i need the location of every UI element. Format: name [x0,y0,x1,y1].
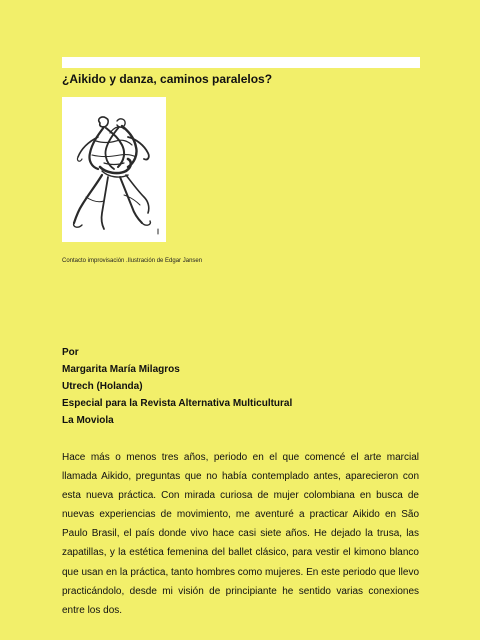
header-bar [62,57,420,68]
illustration [62,97,166,242]
article-body: Hace más o menos tres años, periodo en el que comencé el arte marcial llamada Aikido, preguntas que no había contemplado antes, aparecieron con esta nueva práctica. Con mirada curiosa de mujer colombiana en busca de nuevas experiencias de movimiento, me aventuré a practicar Aikido en São Paulo Brasil, el país donde vivo hace casi siete años. He dejado la trusa, las zapatillas, y la estética femenina del ballet clásico, para vestir el kimono blanco que usan en la práctica, tanto hombres como mujeres. En este periodo que llevo practicándolo, desde mi visión de principiante he sentido varias conexiones entre los dos. [62,452,419,616]
byline [62,344,422,429]
byline-line: Por [62,347,79,358]
byline-author: Margarita María Milagros [62,364,180,375]
byline-publication-name: La Moviola [62,415,114,426]
byline-publication-note: Especial para la Revista Alternativa Multicultural [62,398,293,409]
article-title: ¿Aikido y danza, caminos paralelos? [62,72,273,86]
byline-location: Utrech (Holanda) [62,381,143,392]
dancers-sketch-icon [62,97,166,242]
illustration-caption: Contacto improvisación .Ilustración de Edgar Jansen [62,258,203,264]
